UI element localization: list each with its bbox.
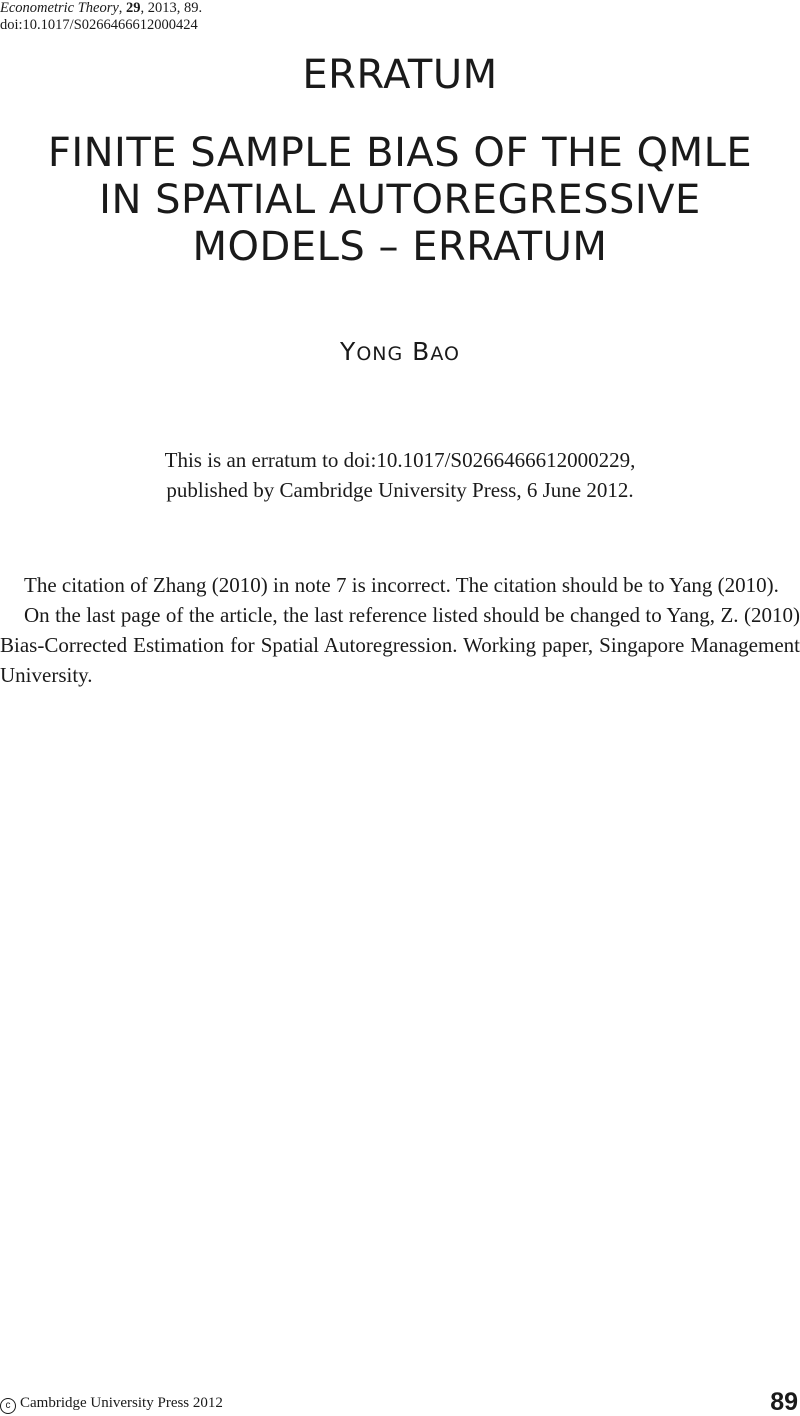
- erratum-note-line-1: This is an erratum to doi:10.1017/S0266466612000229,: [164, 448, 636, 472]
- author-space: [403, 337, 412, 366]
- article-doi: doi:10.1017/S0266466612000424: [0, 17, 198, 33]
- author-first-initial: Y: [340, 337, 357, 366]
- body-text: [0, 570, 800, 690]
- page-number: 89: [770, 1388, 798, 1416]
- citation-separator: ,: [118, 0, 127, 16]
- author-name: [0, 337, 800, 369]
- copyright-line: [0, 1394, 223, 1414]
- paragraph-2: On the last page of the article, the last reference listed should be changed to Yang, Z. (2010) Bias-Corrected Estimation for Spatial Autoregression. Working paper, Singapore Management University.: [0, 603, 800, 687]
- copyright-icon: c: [0, 1398, 16, 1414]
- copyright-text: Cambridge University Press 2012: [20, 1395, 223, 1411]
- title-line-2: IN SPATIAL AUTOREGRESSIVE: [99, 177, 701, 223]
- author-last-rest: AO: [430, 343, 460, 365]
- volume-number: 29: [126, 0, 141, 16]
- erratum-label: ERRATUM: [302, 52, 498, 98]
- author-first-rest: ONG: [356, 343, 404, 365]
- author-last-initial: B: [412, 337, 431, 366]
- title-line-3: MODELS – ERRATUM: [192, 224, 608, 270]
- paragraph-1: The citation of Zhang (2010) in note 7 is incorrect. The citation should be to Yang (2010).: [24, 573, 779, 597]
- year-and-page: , 2013, 89.: [140, 0, 203, 16]
- article-title: [0, 130, 800, 271]
- journal-name: Econometric Theory: [0, 0, 119, 16]
- erratum-note: [0, 445, 800, 505]
- running-header: [0, 0, 202, 34]
- title-line-1: FINITE SAMPLE BIAS OF THE QMLE: [47, 130, 753, 176]
- erratum-note-line-2: published by Cambridge University Press, 6 June 2012.: [166, 478, 634, 502]
- citation-line: [0, 0, 202, 17]
